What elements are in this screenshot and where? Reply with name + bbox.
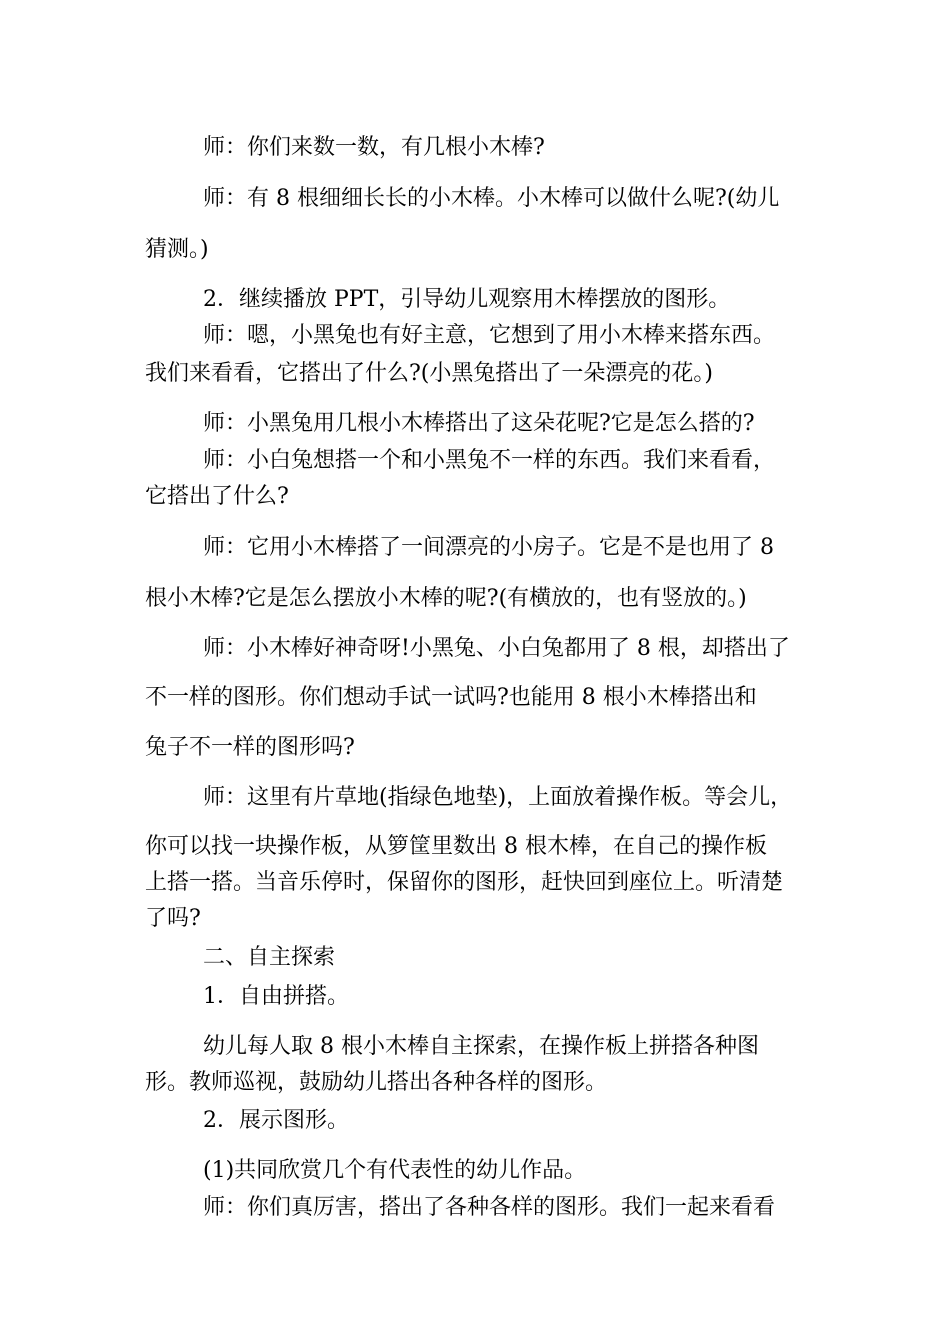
subsection-heading: 1．自由拼搭。 xyxy=(203,984,349,1009)
text-line: 它搭出了什么? xyxy=(145,484,289,509)
text-line: 形。教师巡视，鼓励幼儿搭出各种各样的图形。 xyxy=(145,1070,608,1095)
text-line: 上搭一搭。当音乐停时，保留你的图形，赶快回到座位上。听清楚 xyxy=(145,870,784,895)
text-line: 师：你们真厉害，搭出了各种各样的图形。我们一起来看看 xyxy=(203,1195,776,1220)
text-line: 师：这里有片草地(指绿色地垫)，上面放着操作板。等会儿， xyxy=(203,785,793,810)
text-line: 我们来看看，它搭出了什么?(小黑兔搭出了一朵漂亮的花。) xyxy=(145,361,713,386)
text-line: 幼儿每人取 8 根小木棒自主探索，在操作板上拼搭各种图 xyxy=(203,1034,759,1059)
text-line: 师：有 8 根细细长长的小木棒。小木棒可以做什么呢?(幼儿 xyxy=(203,186,780,211)
subsection-heading: 2．展示图形。 xyxy=(203,1108,349,1133)
section-heading: 二、自主探索 xyxy=(203,945,336,970)
text-line: 师：嗯，小黑兔也有好主意，它想到了用小木棒来搭东西。 xyxy=(203,323,776,348)
text-line: 猜测。) xyxy=(145,237,209,262)
text-line: (1)共同欣赏几个有代表性的幼儿作品。 xyxy=(203,1158,587,1183)
text-line: 不一样的图形。你们想动手试一试吗?也能用 8 根小木棒搭出和 xyxy=(145,685,757,710)
text-line: 了吗? xyxy=(145,906,201,931)
text-line: 师：你们来数一数，有几根小木棒? xyxy=(203,135,545,160)
text-line: 师：小黑兔用几根小木棒搭出了这朵花呢?它是怎么搭的? xyxy=(203,411,755,436)
text-line: 师：小木棒好神奇呀!小黑兔、小白兔都用了 8 根，却搭出了 xyxy=(203,636,790,661)
text-line: 你可以找一块操作板，从箩筐里数出 8 根木棒，在自己的操作板 xyxy=(145,834,767,859)
text-line: 根小木棒?它是怎么摆放小木棒的呢?(有横放的，也有竖放的。) xyxy=(145,586,747,611)
text-line: 兔子不一样的图形吗? xyxy=(145,735,355,760)
text-line: 师：它用小木棒搭了一间漂亮的小房子。它是不是也用了 8 xyxy=(203,535,774,560)
text-line: 2．继续播放 PPT，引导幼儿观察用木棒摆放的图形。 xyxy=(203,287,731,312)
text-line: 师：小白兔想搭一个和小黑兔不一样的东西。我们来看看， xyxy=(203,448,776,473)
